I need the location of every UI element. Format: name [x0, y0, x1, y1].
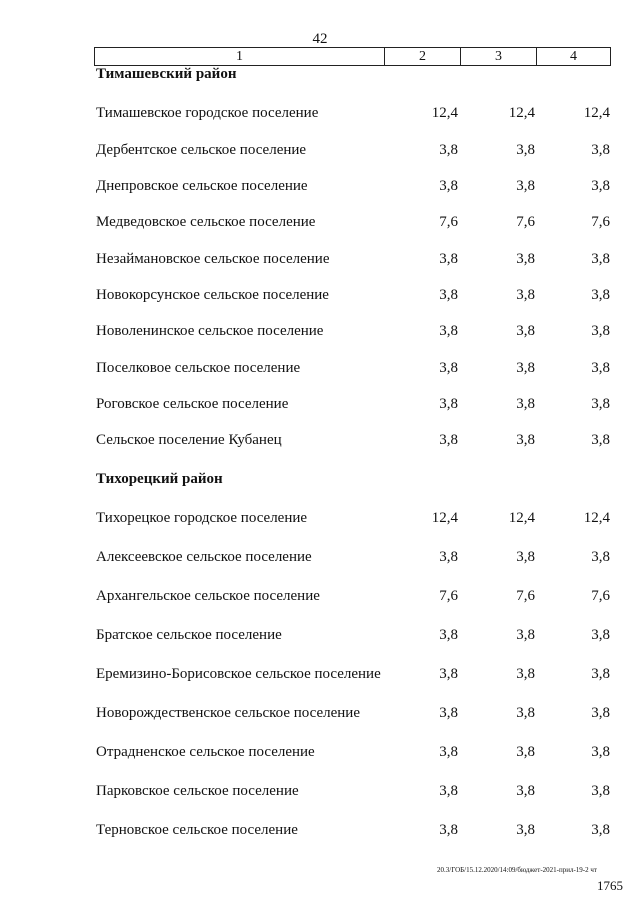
value-col-3: 3,8: [516, 822, 535, 838]
value-col-4: 3,8: [591, 783, 610, 799]
value-col-2: 3,8: [439, 142, 458, 158]
column-header-3: 3: [461, 48, 537, 65]
settlement-name: Парковское сельское поселение: [96, 783, 299, 799]
value-col-2: 7,6: [439, 214, 458, 230]
value-col-4: 3,8: [591, 705, 610, 721]
table-row: [96, 627, 616, 647]
page-number: 42: [312, 31, 328, 47]
value-col-4: 3,8: [591, 287, 610, 303]
value-col-2: 7,6: [439, 588, 458, 604]
footer-document-code: 20.3/ГОБ/15.12.2020/14:09/бюджет-2021-прил-19-2 чт: [437, 866, 597, 874]
settlement-name: Отрадненское сельское поселение: [96, 744, 315, 760]
settlement-name: Новоленинское сельское поселение: [96, 323, 324, 339]
value-col-2: 3,8: [439, 549, 458, 565]
value-col-3: 3,8: [516, 783, 535, 799]
value-col-4: 3,8: [591, 744, 610, 760]
table-row: [96, 214, 616, 234]
settlement-name: Новокорсунское сельское поселение: [96, 287, 329, 303]
value-col-2: 3,8: [439, 323, 458, 339]
value-col-4: 3,8: [591, 323, 610, 339]
table-row: [96, 744, 616, 764]
value-col-4: 12,4: [583, 105, 610, 121]
value-col-3: 7,6: [516, 588, 535, 604]
value-col-4: 3,8: [591, 142, 610, 158]
value-col-3: 3,8: [516, 744, 535, 760]
settlement-name: Еремизино-Борисовское сельское поселение: [96, 666, 381, 682]
value-col-3: 3,8: [516, 251, 535, 267]
table-row: [96, 432, 616, 452]
settlement-name: Тимашевское городское поселение: [96, 105, 319, 121]
value-col-2: 3,8: [439, 360, 458, 376]
table-row: [96, 105, 616, 125]
value-col-2: 3,8: [439, 822, 458, 838]
value-col-3: 12,4: [508, 105, 535, 121]
table-row: [96, 822, 616, 842]
column-header-1: 1: [95, 48, 385, 65]
value-col-3: 3,8: [516, 396, 535, 412]
settlement-name: Архангельское сельское поселение: [96, 588, 320, 604]
table-row: [96, 549, 616, 569]
value-col-2: 3,8: [439, 396, 458, 412]
value-col-4: 3,8: [591, 822, 610, 838]
value-col-4: 3,8: [591, 360, 610, 376]
table-header: [94, 47, 611, 66]
value-col-4: 3,8: [591, 627, 610, 643]
value-col-2: 3,8: [439, 627, 458, 643]
settlement-name: Братское сельское поселение: [96, 627, 282, 643]
value-col-2: 3,8: [439, 783, 458, 799]
value-col-2: 12,4: [431, 510, 458, 526]
value-col-3: 3,8: [516, 627, 535, 643]
value-col-4: 3,8: [591, 666, 610, 682]
value-col-4: 3,8: [591, 549, 610, 565]
value-col-4: 7,6: [591, 214, 610, 230]
settlement-name: Терновское сельское поселение: [96, 822, 298, 838]
value-col-4: 7,6: [591, 588, 610, 604]
table-row: [96, 323, 616, 343]
column-header-2: 2: [385, 48, 461, 65]
value-col-2: 3,8: [439, 287, 458, 303]
settlement-name: Днепровское сельское поселение: [96, 178, 308, 194]
settlement-name: Поселковое сельское поселение: [96, 360, 301, 376]
settlement-name: Медведовское сельское поселение: [96, 214, 316, 230]
value-col-4: 3,8: [591, 396, 610, 412]
value-col-3: 3,8: [516, 142, 535, 158]
value-col-3: 3,8: [516, 178, 535, 194]
table-row: [96, 510, 616, 530]
value-col-4: 12,4: [583, 510, 610, 526]
value-col-4: 3,8: [591, 432, 610, 448]
table-row: [96, 287, 616, 307]
value-col-3: 3,8: [516, 432, 535, 448]
settlement-name: Сельское поселение Кубанец: [96, 432, 282, 448]
value-col-2: 3,8: [439, 178, 458, 194]
district-title: Тимашевский район: [96, 66, 237, 82]
table-row: [96, 705, 616, 725]
value-col-3: 3,8: [516, 666, 535, 682]
value-col-2: 3,8: [439, 432, 458, 448]
value-col-3: 7,6: [516, 214, 535, 230]
value-col-4: 3,8: [591, 178, 610, 194]
value-col-4: 3,8: [591, 251, 610, 267]
value-col-3: 3,8: [516, 323, 535, 339]
table-row: [96, 142, 616, 162]
table-row: [96, 666, 616, 686]
value-col-2: 12,4: [431, 105, 458, 121]
table-row: [96, 396, 616, 416]
value-col-3: 3,8: [516, 287, 535, 303]
table-row: [96, 178, 616, 198]
table-row: [96, 783, 616, 803]
district-title: Тихорецкий район: [96, 471, 223, 487]
settlement-name: Тихорецкое городское поселение: [96, 510, 308, 526]
value-col-2: 3,8: [439, 744, 458, 760]
table-row: [96, 251, 616, 271]
value-col-2: 3,8: [439, 705, 458, 721]
settlement-name: Незаймановское сельское поселение: [96, 251, 330, 267]
settlement-name: Алексеевское сельское поселение: [96, 549, 312, 565]
sheet-number: 1765: [597, 878, 623, 893]
value-col-2: 3,8: [439, 666, 458, 682]
value-col-3: 3,8: [516, 360, 535, 376]
value-col-3: 12,4: [508, 510, 535, 526]
settlement-name: Новорождественское сельское поселение: [96, 705, 360, 721]
settlement-name: Роговское сельское поселение: [96, 396, 289, 412]
value-col-3: 3,8: [516, 549, 535, 565]
settlement-name: Дербентское сельское поселение: [96, 142, 307, 158]
table-row: [96, 588, 616, 608]
table-row: [96, 360, 616, 380]
value-col-2: 3,8: [439, 251, 458, 267]
value-col-3: 3,8: [516, 705, 535, 721]
column-header-4: 4: [570, 49, 577, 64]
